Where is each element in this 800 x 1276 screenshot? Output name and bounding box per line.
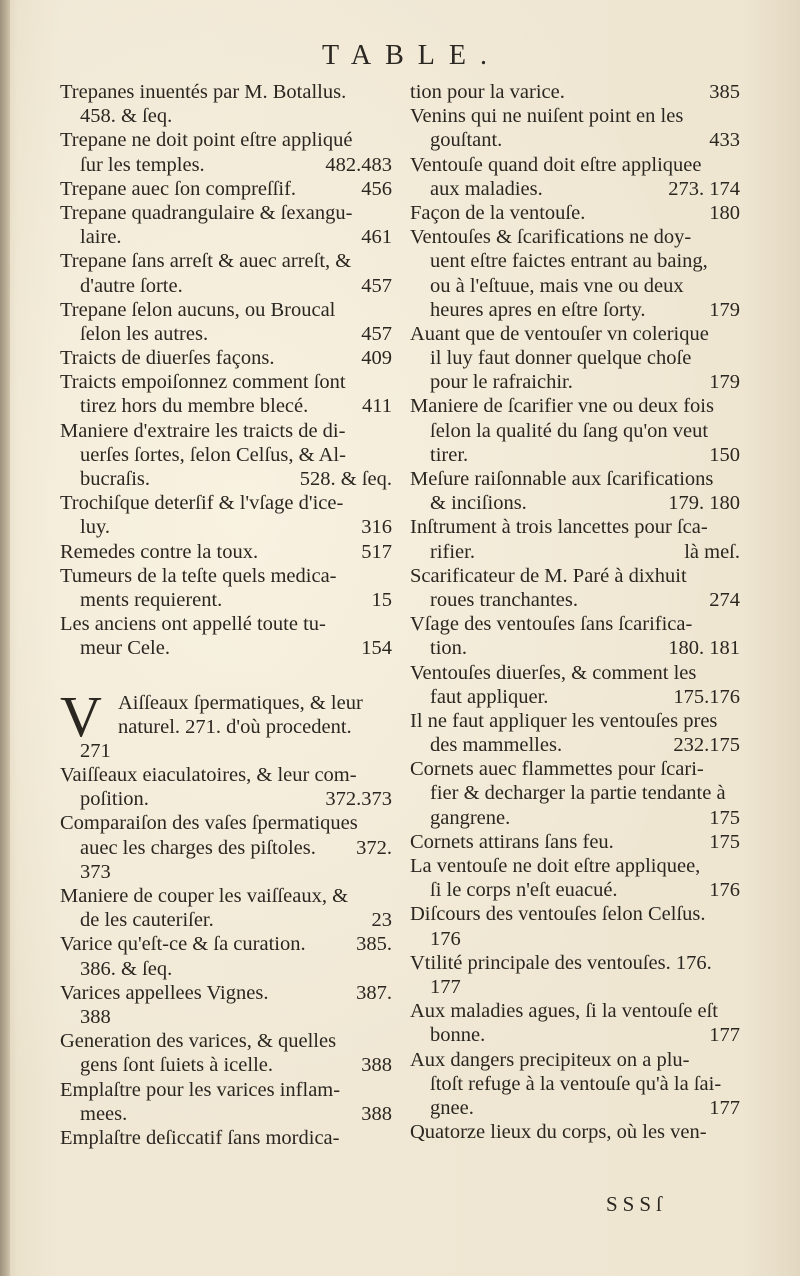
index-line [410, 1023, 740, 1047]
index-line [60, 1053, 392, 1077]
index-line [60, 515, 392, 539]
index-entry [60, 491, 392, 539]
page-reference: 457 [361, 274, 392, 297]
entry-text: tion pour la varice. [410, 81, 565, 103]
entry-text: pour le rafraichir. [430, 371, 573, 394]
index-line [410, 80, 740, 104]
entry-text: gouſtant. [430, 129, 503, 152]
right-entries [410, 80, 740, 1144]
index-line [60, 1005, 392, 1029]
entry-text: ſelon la qualité du ſang qu'on veut [430, 419, 709, 442]
index-entry [60, 564, 392, 612]
index-line [410, 951, 740, 975]
page-reference: 388 [361, 1054, 392, 1077]
index-entry [60, 177, 392, 201]
index-entry [410, 854, 740, 902]
page-reference: 175 [709, 830, 740, 853]
entry-text: Trepane ſans arreſt & auec arreſt, & [60, 250, 352, 273]
entry-text: 386. & ſeq. [80, 957, 173, 980]
page-reference: 179 [709, 371, 740, 394]
index-entry [410, 394, 740, 467]
entry-text: Vaiſſeaux eiaculatoires, & leur com- [60, 764, 357, 787]
index-line [60, 540, 392, 564]
index-line [410, 830, 740, 854]
page-reference: 372. [356, 836, 392, 859]
index-line [60, 932, 392, 956]
index-line [60, 467, 392, 491]
running-title: TABLE. [322, 40, 501, 71]
index-line [410, 999, 740, 1023]
page-reference: 456 [361, 177, 392, 200]
entry-text: fier & decharger la partie tendante à [430, 782, 726, 805]
index-entry [410, 1048, 740, 1121]
page-reference: 274 [709, 588, 740, 611]
entry-text: Emplaſtre deſiccatif ſans mordica- [60, 1126, 340, 1149]
entry-text: des mammelles. [430, 734, 563, 757]
page-reference: 387. [356, 981, 392, 1004]
index-line [60, 981, 392, 1005]
index-entry [410, 830, 740, 854]
index-line [410, 661, 740, 685]
index-line [60, 274, 392, 298]
index-line [60, 811, 392, 835]
entry-text: uent eſtre faictes entrant au baing, [430, 250, 708, 273]
page-reference: 179. 180 [668, 492, 740, 515]
entry-text: Comparaiſon des vaſes ſpermatiques [60, 812, 358, 835]
index-entry [410, 80, 740, 104]
index-entry [60, 346, 392, 370]
index-line [410, 1048, 740, 1072]
entry-text: Traicts empoiſonnez comment ſont [60, 371, 346, 394]
index-line [410, 878, 740, 902]
index-line [60, 153, 392, 177]
index-line [60, 739, 392, 763]
index-line [410, 419, 740, 443]
index-line [410, 370, 740, 394]
entry-text: Traicts de diuerſes façons. [60, 347, 275, 370]
entry-text: 271 [80, 739, 111, 762]
entry-text: Varices appellees Vignes. [60, 981, 269, 1004]
index-entry [60, 811, 392, 884]
index-entry [410, 612, 740, 660]
page-reference: 411 [362, 395, 392, 418]
index-line [410, 128, 740, 152]
page-reference: 273. 174 [668, 177, 740, 200]
page-reference: 461 [361, 226, 392, 249]
entry-text: d'autre ſorte. [80, 274, 183, 297]
index-entry [60, 249, 392, 297]
index-line [60, 884, 392, 908]
index-line [60, 1078, 392, 1102]
index-line [60, 346, 392, 370]
index-line [410, 346, 740, 370]
page-reference: 150 [709, 443, 740, 466]
entry-text: Trepane auec ſon compreſſif. [60, 177, 297, 200]
index-line [410, 153, 740, 177]
index-entry [60, 932, 392, 980]
entry-text: & inciſions. [430, 492, 527, 515]
index-entry [410, 661, 740, 709]
index-line [410, 709, 740, 733]
entry-text: ou à l'eſtuue, mais vne ou deux [430, 274, 684, 297]
entry-text: Vtilité principale des ventouſes. 176. [410, 951, 712, 974]
entry-text: Generation des varices, & quelles [60, 1030, 337, 1053]
index-entry [60, 1029, 392, 1077]
index-line [60, 80, 392, 104]
index-line [60, 715, 392, 739]
index-line [410, 927, 740, 951]
index-entry [60, 80, 392, 128]
index-line [60, 298, 392, 322]
index-line [410, 201, 740, 225]
page-reference: 316 [361, 516, 392, 539]
entry-text: laire. [80, 226, 122, 249]
index-line [60, 104, 392, 128]
index-entry [60, 201, 392, 249]
page-reference: 517 [361, 540, 392, 563]
index-line [410, 322, 740, 346]
entry-text: ſtoſt refuge à la ventouſe qu'à la ſai- [430, 1072, 722, 1095]
index-entry [60, 1126, 392, 1150]
entry-text: de les cauteriſer. [80, 909, 214, 932]
entry-text: Cornets auec flammettes pour ſcari- [410, 758, 704, 781]
index-line [410, 733, 740, 757]
entry-text: heures apres en eſtre ſorty. [430, 298, 646, 321]
index-line [410, 1072, 740, 1096]
index-line [410, 274, 740, 298]
entry-text: Quatorze lieux du corps, où les ven- [410, 1121, 707, 1144]
page-reference: 154 [361, 637, 392, 660]
page-reference: 388 [361, 1102, 392, 1125]
entry-text: gens ſont ſuiets à icelle. [80, 1054, 273, 1077]
index-line [410, 298, 740, 322]
index-line [60, 443, 392, 467]
index-line [60, 763, 392, 787]
page-reference: 528. & ſeq. [299, 468, 392, 490]
entry-text: 388 [80, 1005, 111, 1028]
entry-text: ments requierent. [80, 588, 223, 611]
index-line [410, 225, 740, 249]
index-entry [410, 564, 740, 612]
index-line [410, 104, 740, 128]
right-column [410, 80, 740, 1144]
left-entries-t [60, 80, 392, 661]
index-line [60, 201, 392, 225]
index-line [60, 612, 392, 636]
page-reference: 180. 181 [668, 637, 740, 660]
index-line [60, 370, 392, 394]
entry-text: Trepane ſelon aucuns, ou Broucal [60, 298, 336, 321]
index-line [410, 685, 740, 709]
page-reference: 372.373 [325, 788, 392, 811]
entry-text: Maniere de couper les vaiſſeaux, & [60, 885, 349, 907]
entry-text: bucraſis. [80, 468, 151, 490]
entry-text: Ventouſes diuerſes, & comment les [410, 661, 697, 684]
entry-text: Auant que de ventouſer vn colerique [410, 322, 709, 345]
page-reference: 433 [709, 129, 740, 152]
entry-text: Vſage des ventouſes ſans ſcarifica- [410, 613, 693, 636]
index-line [60, 636, 392, 660]
entry-text: Façon de la ventouſe. [410, 201, 586, 224]
index-line [60, 564, 392, 588]
entry-text: rifier. [430, 540, 475, 563]
entry-text: Ventouſes & ſcarifications ne doy- [410, 226, 692, 249]
entry-text: faut appliquer. [430, 685, 549, 708]
index-entry [60, 612, 392, 660]
index-line [410, 636, 740, 660]
index-entry [60, 1078, 392, 1126]
entry-text: Trepane quadrangulaire & ſexangu- [60, 201, 353, 224]
entry-text: tirez hors du membre blecé. [80, 395, 309, 418]
index-line [60, 836, 392, 860]
index-entry [410, 467, 740, 515]
entry-text: 176 [430, 927, 461, 950]
section-gap [60, 661, 392, 691]
entry-text: uerſes ſortes, ſelon Celſus, & Al- [80, 443, 346, 466]
entry-text: Cornets attirans ſans feu. [410, 830, 614, 853]
index-entry [60, 981, 392, 1029]
index-entry [60, 540, 392, 564]
entry-text: Meſure raiſonnable aux ſcarifications [410, 468, 714, 490]
index-line [410, 515, 740, 539]
index-entry [410, 225, 740, 322]
index-line [410, 491, 740, 515]
entry-text: tion. [430, 637, 468, 660]
entry-text: tirer. [430, 443, 469, 466]
index-entry [410, 902, 740, 950]
entry-text: luy. [80, 516, 110, 539]
entry-text: Emplaſtre pour les varices inflam- [60, 1078, 341, 1101]
entry-text: ſi le corps n'eſt euacué. [430, 879, 618, 902]
index-line [410, 902, 740, 926]
entry-text: Maniere de ſcarifier vne ou deux fois [410, 395, 714, 418]
entry-text: Aux dangers precipiteux on a plu- [410, 1048, 690, 1071]
entry-text: naturel. 271. d'où procedent. [118, 715, 352, 738]
entry-text: Il ne faut appliquer les ventouſes pres [410, 709, 718, 732]
index-entry [410, 153, 740, 201]
index-entry [410, 709, 740, 757]
index-entry [410, 515, 740, 563]
index-line [60, 860, 392, 884]
index-line [60, 1102, 392, 1126]
index-line [410, 443, 740, 467]
entry-text: Trepanes inuentés par M. Botallus. [60, 81, 347, 103]
index-line [410, 1120, 740, 1144]
page-reference: 232.175 [673, 734, 740, 757]
page-reference: 457 [361, 322, 392, 345]
index-line [410, 806, 740, 830]
index-line [60, 908, 392, 932]
page-reference: 23 [371, 909, 392, 932]
entry-text: Inſtrument à trois lancettes pour ſca- [410, 516, 708, 539]
entry-text: 373 [80, 860, 111, 883]
index-line [410, 781, 740, 805]
entry-text: Les anciens ont appellé toute tu- [60, 613, 326, 636]
entry-text: 458. & ſeq. [80, 105, 173, 128]
index-line [410, 757, 740, 781]
index-line [410, 854, 740, 878]
index-entry [410, 1120, 740, 1144]
index-line [60, 394, 392, 418]
index-entry [60, 370, 392, 418]
drop-cap-initial: V [60, 683, 102, 749]
index-entry [60, 298, 392, 346]
index-line [410, 588, 740, 612]
entry-text: auec les charges des piſtoles. [80, 836, 316, 859]
index-line [60, 691, 392, 715]
page-reference: 15 [371, 588, 392, 611]
index-entry [60, 884, 392, 932]
page-reference: 175 [709, 806, 740, 829]
page-reference: 409 [361, 347, 392, 370]
index-line [410, 975, 740, 999]
entry-text: Remedes contre la toux. [60, 540, 259, 563]
page-reference: 177 [709, 1096, 740, 1119]
index-entry [410, 104, 740, 152]
index-line [60, 588, 392, 612]
page-reference: 177 [709, 1024, 740, 1047]
entry-text: Trochiſque deterſif & l'vſage d'ice- [60, 492, 344, 515]
index-entry [410, 951, 740, 999]
entry-text: La ventouſe ne doit eſtre appliquee, [410, 855, 701, 877]
index-entry [60, 419, 392, 492]
entry-text: Ventouſe quand doit eſtre appliquee [410, 153, 702, 176]
index-line [60, 225, 392, 249]
entry-text: gnee. [430, 1096, 474, 1119]
index-line [410, 564, 740, 588]
index-line [60, 128, 392, 152]
entry-text: il luy faut donner quelque choſe [430, 347, 692, 370]
index-line [60, 491, 392, 515]
page-reference: là meſ. [684, 540, 740, 563]
index-line [410, 177, 740, 201]
page-reference: 179 [709, 298, 740, 321]
index-line [60, 419, 392, 443]
index-entry [410, 999, 740, 1047]
index-line [60, 177, 392, 201]
entry-text: mees. [80, 1102, 128, 1125]
page-reference: 385 [709, 81, 740, 103]
entry-text: Trepane ne doit point eſtre appliqué [60, 129, 353, 152]
entry-text: Aiſſeaux ſpermatiques, & leur [118, 691, 363, 714]
index-line [410, 249, 740, 273]
index-line [60, 1029, 392, 1053]
index-line [60, 1126, 392, 1150]
entry-text: Aux maladies agues, ſi la ventouſe eſt [410, 1000, 718, 1023]
entry-text: poſition. [80, 788, 149, 811]
initial-entry [60, 683, 392, 764]
entry-text: 177 [430, 975, 461, 998]
page-reference: 175.176 [673, 685, 740, 708]
index-line [410, 467, 740, 491]
index-entry [60, 763, 392, 811]
entry-text: ſur les temples. [80, 153, 205, 176]
entry-text: bonne. [430, 1024, 486, 1047]
entry-text: Tumeurs de la teſte quels medica- [60, 564, 337, 587]
left-column [60, 80, 392, 1150]
entry-text: Maniere d'extraire les traicts de di- [60, 419, 346, 442]
page-reference: 176 [709, 879, 740, 902]
page-binding-shadow [0, 0, 10, 1276]
index-line [60, 957, 392, 981]
page-reference: 180 [709, 201, 740, 224]
index-entry [410, 322, 740, 395]
entry-text: Diſcours des ventouſes ſelon Celſus. [410, 903, 706, 926]
entry-text: roues tranchantes. [430, 588, 578, 611]
entry-text: Varice qu'eſt-ce & ſa curation. [60, 933, 306, 956]
index-line [60, 322, 392, 346]
index-line [410, 612, 740, 636]
index-line [410, 394, 740, 418]
entry-text: aux maladies. [430, 177, 543, 200]
page-reference: 385. [356, 933, 392, 956]
page-reference: 482.483 [325, 153, 392, 176]
index-line [60, 787, 392, 811]
index-entry [410, 201, 740, 225]
entry-text: ſelon les autres. [80, 322, 209, 345]
signature-mark: SSSſ [606, 1192, 667, 1216]
index-entry [410, 757, 740, 830]
entry-text: meur Cele. [80, 637, 170, 660]
entry-text: Venins qui ne nuiſent point en les [410, 105, 684, 128]
index-entry [60, 128, 392, 176]
index-line [410, 540, 740, 564]
entry-text: gangrene. [430, 806, 511, 829]
entry-text: Scarificateur de M. Paré à dixhuit [410, 564, 687, 587]
left-entries-v [60, 763, 392, 1150]
index-line [410, 1096, 740, 1120]
index-line [60, 249, 392, 273]
